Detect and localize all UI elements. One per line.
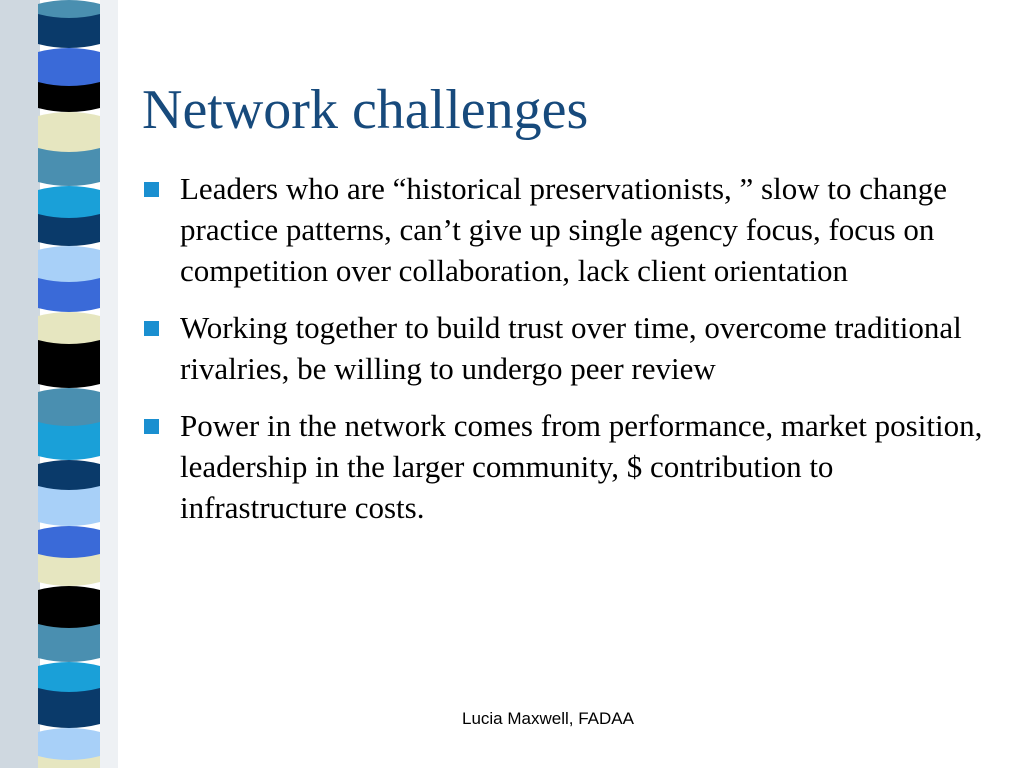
decorative-stripe-bar [0, 0, 118, 768]
stripe-band [38, 48, 100, 90]
stripe-band [38, 14, 100, 48]
stripe-band [38, 422, 100, 460]
bullet-text: Working together to build trust over time, overcome traditional rivalries, be willing to undergo peer review [180, 310, 962, 386]
stripe-band [38, 486, 100, 526]
slide-title: Network challenges [142, 79, 589, 141]
square-bullet-icon [144, 419, 159, 434]
bullet-item [142, 307, 992, 389]
bullet-item [142, 168, 992, 291]
footer-author: Lucia Maxwell, FADAA [462, 709, 634, 728]
stripe-band [38, 340, 100, 388]
stripe-band [38, 624, 100, 662]
stripe-band [38, 688, 100, 728]
stripe-band [38, 278, 100, 312]
bullet-item [142, 405, 992, 528]
stripe-edge [0, 0, 40, 768]
stripe-band [38, 554, 100, 586]
stripe-band [38, 586, 100, 632]
stripe-band [38, 148, 100, 186]
stripe-band [38, 246, 100, 286]
bullet-text: Power in the network comes from performance, market position, leadership in the larger community, $ contribution to infrastructure costs. [180, 408, 983, 525]
bullet-list [142, 168, 992, 544]
stripe-graphic [0, 0, 118, 768]
square-bullet-icon [144, 182, 159, 197]
square-bullet-icon [144, 321, 159, 336]
stripe-band [38, 388, 100, 430]
stripe-band [38, 214, 100, 246]
stripe-band [38, 82, 100, 112]
stripe-band [38, 112, 100, 156]
bullet-text: Leaders who are “historical preservationists, ” slow to change practice patterns, can’t give up single agency focus, focus on competition over collaboration, lack client orientation [180, 171, 947, 288]
stripe-shadow [100, 0, 118, 768]
